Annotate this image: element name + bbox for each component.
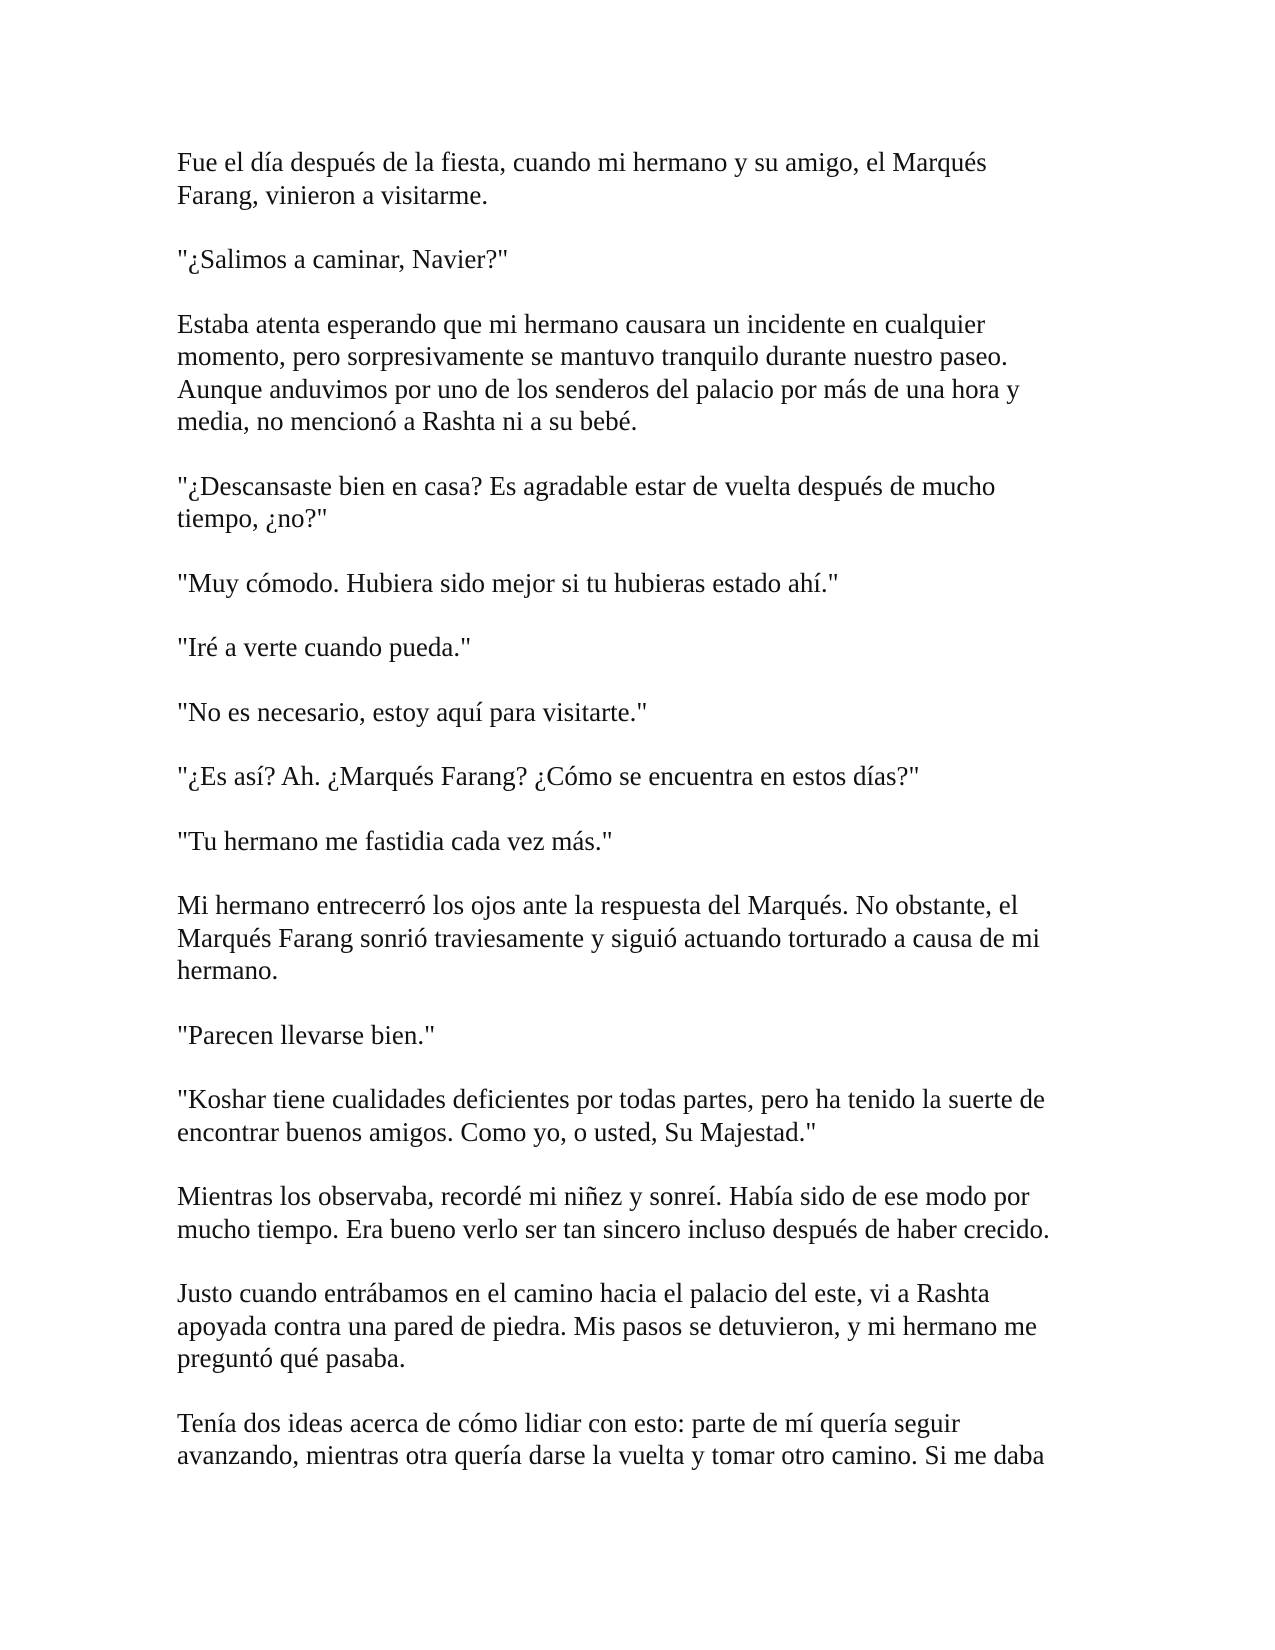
text-line: Farang, vinieron a visitarme. <box>177 179 489 210</box>
text-line: "Muy cómodo. Hubiera sido mejor si tu hubieras estado ahí." <box>177 567 839 598</box>
paragraph <box>177 146 1097 211</box>
text-line: Marqués Farang sonrió traviesamente y siguió actuando torturado a causa de mi <box>177 922 1040 953</box>
paragraph <box>177 760 1097 793</box>
text-line: "No es necesario, estoy aquí para visitarte." <box>177 696 648 727</box>
paragraph <box>177 308 1097 438</box>
paragraph <box>177 825 1097 858</box>
text-line: Aunque anduvimos por uno de los senderos del palacio por más de una hora y <box>177 373 1020 404</box>
text-line: momento, pero sorpresivamente se mantuvo tranquilo durante nuestro paseo. <box>177 341 1008 371</box>
paragraph <box>177 631 1097 664</box>
text-line: Tenía dos ideas acerca de cómo lidiar con esto: parte de mí quería seguir <box>177 1407 961 1438</box>
text-line: preguntó qué pasaba. <box>177 1343 406 1373</box>
text-line: Mientras los observaba, recordé mi niñez y sonreí. Había sido de ese modo por <box>177 1181 1030 1211</box>
text-line: "Koshar tiene cualidades deficientes por todas partes, pero ha tenido la suerte de <box>177 1084 1045 1114</box>
text-line: mucho tiempo. Era bueno verlo ser tan sincero incluso después de haber crecido. <box>177 1213 1050 1244</box>
text-line: encontrar buenos amigos. Como yo, o usted, Su Majestad." <box>177 1116 817 1147</box>
paragraph <box>177 1407 1097 1472</box>
paragraph <box>177 243 1097 276</box>
text-line: "Iré a verte cuando pueda." <box>177 632 472 662</box>
text-line: "¿Es así? Ah. ¿Marqués Farang? ¿Cómo se encuentra en estos días?" <box>177 761 920 791</box>
text-line: "¿Descansaste bien en casa? Es agradable estar de vuelta después de mucho <box>177 470 996 501</box>
paragraph <box>177 567 1097 600</box>
paragraph <box>177 1277 1097 1375</box>
text-line: apoyada contra una pared de piedra. Mis pasos se detuvieron, y mi hermano me <box>177 1310 1037 1341</box>
text-line: Justo cuando entrábamos en el camino hacia el palacio del este, vi a Rashta <box>177 1278 990 1308</box>
paragraph <box>177 1180 1097 1245</box>
paragraph <box>177 889 1097 987</box>
paragraph <box>177 696 1097 729</box>
paragraph <box>177 1019 1097 1052</box>
text-line: "Tu hermano me fastidia cada vez más." <box>177 825 613 856</box>
text-line: Mi hermano entrecerró los ojos ante la respuesta del Marqués. No obstante, el <box>177 890 1019 920</box>
text-line: avanzando, mientras otra quería darse la vuelta y tomar otro camino. Si me daba <box>177 1440 1045 1470</box>
document-body <box>177 146 1097 1504</box>
text-line: Estaba atenta esperando que mi hermano causara un incidente en cualquier <box>177 308 986 339</box>
text-line: media, no mencionó a Rashta ni a su bebé. <box>177 406 638 436</box>
text-line: "¿Salimos a caminar, Navier?" <box>177 244 509 274</box>
text-line: "Parecen llevarse bien." <box>177 1019 436 1050</box>
text-line: tiempo, ¿no?" <box>177 503 328 533</box>
paragraph <box>177 470 1097 535</box>
text-line: hermano. <box>177 955 279 985</box>
text-line: Fue el día después de la fiesta, cuando mi hermano y su amigo, el Marqués <box>177 147 987 177</box>
paragraph <box>177 1083 1097 1148</box>
